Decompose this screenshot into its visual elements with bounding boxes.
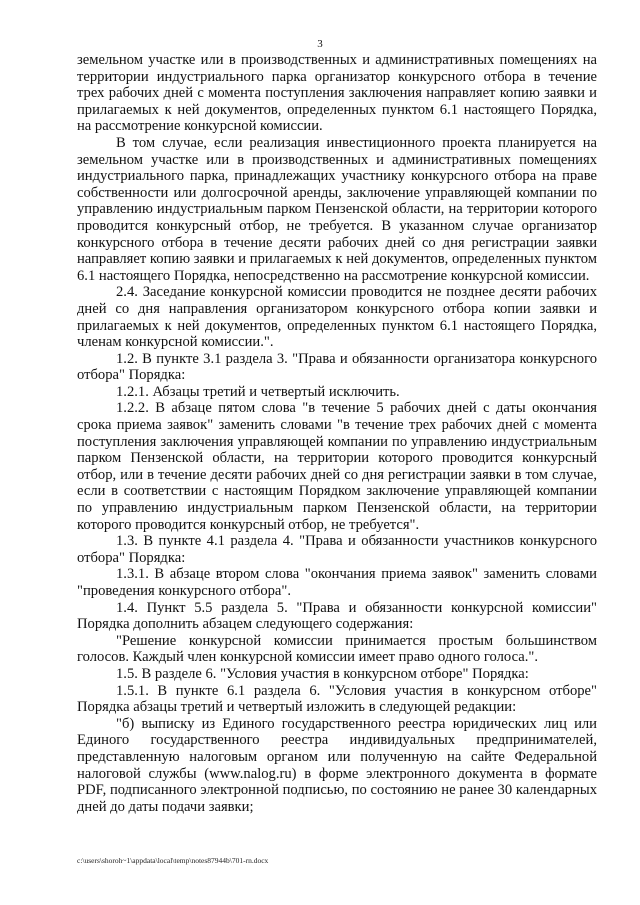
paragraph-4: 1.2. В пункте 3.1 раздела 3. "Права и обязанности организатора конкурсного отбора" Порядка: xyxy=(77,350,597,384)
document-body xyxy=(77,52,597,815)
paragraph-7: 1.3. В пункте 4.1 раздела 4. "Права и обязанности участников конкурсного отбора" Порядка: xyxy=(77,533,597,566)
paragraph-13: "б) выписку из Единого государственного реестра юридических лиц или Единого государственного реестра индивидуальных предпринимателей, представленную налоговым органом или полученную на сайте Федеральной налоговой службы (www.nalog.ru) в форме электронного документа в формате PDF, подписанного электронной подписью, по состоянию не ранее 30 календарных дней до даты подачи заявки; xyxy=(77,715,597,815)
page-number: 3 xyxy=(317,38,323,50)
paragraph-5: 1.2.1. Абзацы третий и четвертый исключить. xyxy=(116,383,400,400)
paragraph-6: 1.2.2. В абзаце пятом слова "в течение 5 рабочих дней с даты окончания срока приема заявок" заменить словами "в течение трех рабочих дней с момента поступления заключения управляющей компании по управлению индустриальным парком Пензенской области, на территории которого проводится конкурсный отбор, или в течение десяти рабочих дней со дня регистрации заявки в том случае, если в соответствии с настоящим Порядком заключение управляющей компании по управлению индустриальным парком Пензенской области, на территории которого проводится конкурсный отбор, не требуется". xyxy=(77,400,597,533)
paragraph-11: 1.5. В разделе 6. "Условия участия в конкурсном отборе" Порядка: xyxy=(116,665,529,682)
paragraph-2: В том случае, если реализация инвестиционного проекта планируется на земельном участке или в производственных и административных помещениях индустриального парка, принадлежащих участнику конкурсного отбора на праве собственности или долгосрочной аренды, заключение управляющей компании по управлению индустриальным парком Пензенской области, на территории которого проводится конкурсный отбор, не требуется. В указанном случае организатор конкурсного отбора в течение десяти рабочих дней со дня регистрации заявки направляет копию заявки и прилагаемых к ней документов, определенных пунктом 6.1 настоящего Порядка, непосредственно на рассмотрение конкурсной комиссии. xyxy=(77,134,597,284)
paragraph-9: 1.4. Пункт 5.5 раздела 5. "Права и обязанности конкурсной комиссии" Порядка дополнить абзацем следующего содержания: xyxy=(77,599,597,633)
paragraph-1: земельном участке или в производственных и административных помещениях на территории индустриального парка организатор конкурсного отбора в течение трех рабочих дней с момента поступления заключения направляет копию заявки и прилагаемых к ней документов, определенных пунктом 6.1 настоящего Порядка, на рассмотрение конкурсной комиссии. xyxy=(77,52,597,135)
paragraph-3: 2.4. Заседание конкурсной комиссии проводится не позднее десяти рабочих дней со дня направления организатором конкурсного отбора копии заявки и прилагаемых к ней документов, определенных пунктом 6.1 настоящего Порядка, членам конкурсной комиссии.". xyxy=(77,284,597,351)
footer-file-path: c:\users\shoroh~1\appdata\local\temp\notes87944b\701-rn.docx xyxy=(77,856,269,865)
paragraph-10: "Решение конкурсной комиссии принимается простым большинством голосов. Каждый член конкурсной комиссии имеет право одного голоса.". xyxy=(77,632,597,666)
paragraph-8: 1.3.1. В абзаце втором слова "окончания приема заявок" заменить словами "проведения конкурсного отбора". xyxy=(77,566,597,599)
paragraph-12: 1.5.1. В пункте 6.1 раздела 6. "Условия участия в конкурсном отборе" Порядка абзацы третий и четвертый изложить в следующей редакции: xyxy=(77,682,597,716)
